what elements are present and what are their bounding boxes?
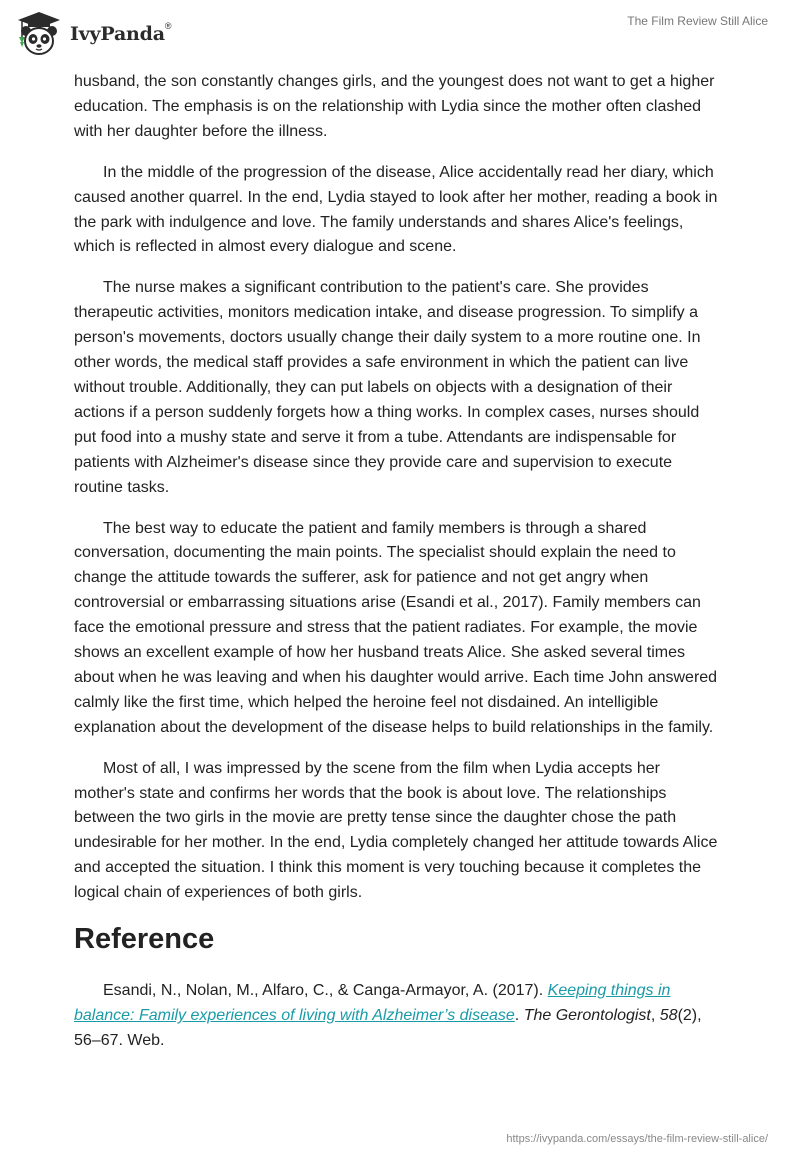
reference-heading: Reference xyxy=(74,923,215,956)
essay-body xyxy=(74,70,724,1053)
paragraph: The nurse makes a significant contribution to the patient's care. She provides therapeutic activities, monitors medication intake, and disease progression. To simplify a person's movements, doctors usually change their daily system to a more routine one. In other words, the medical staff provides a safe environment in which the patient can live without trouble. Additionally, they can put labels on objects with a designation of their actions if a person suddenly forgets how a thing works. In complex cases, nurses should put food into a mushy state and serve it from a tube. Attendants are indispensable for patients with Alzheimer's disease since they provide care and supervision to execute routine tasks. xyxy=(74,279,701,496)
paragraph: Most of all, I was impressed by the scene from the film when Lydia accepts her mother's state and confirms her words that the book is about love. The relationships between the two girls in the movie are pretty tense since the daughter chose the path undesirable for her mother. In the end, Lydia completely changed her attitude towards Alice and accepted the situation. I think this moment is very touching because it completes the logical chain of experiences of both girls. xyxy=(74,759,718,902)
document-title: The Film Review Still Alice xyxy=(627,14,768,28)
ivypanda-logo[interactable] xyxy=(14,8,171,60)
reference-link[interactable]: Keeping things in balance: Family experiences of living with Alzheimer’s disease xyxy=(74,982,671,1025)
paragraph: The best way to educate the patient and family members is through a shared conversation, documenting the main points. The specialist should explain the need to change the attitude towards the sufferer, ask for patience and not get angry when controversial or embarrassing situations arise (Esandi et al., 2017). Family members can face the emotional pressure and stress that the patient radiates. For example, the movie shows an excellent example of how her husband treats Alice. She asked several times about when he was leaving and when his daughter would arrive. Each time John answered calmly like the first time, which helped the heroine feel not disdained. An intelligible explanation about the development of the disease helps to build relationships in the family. xyxy=(74,519,718,736)
page-header xyxy=(0,0,800,70)
panda-graduate-icon xyxy=(14,9,64,59)
reference-journal: The Gerontologist xyxy=(523,1007,651,1025)
reference-comma: , xyxy=(650,1007,660,1025)
footer-url[interactable]: https://ivypanda.com/essays/the-film-review-still-alice/ xyxy=(506,1133,768,1145)
reference-volume: 58 xyxy=(659,1007,678,1025)
brand-name: IvyPanda® xyxy=(70,21,172,45)
reference-entry xyxy=(74,978,724,1053)
paragraph: In the middle of the progression of the disease, Alice accidentally read her diary, which caused another quarrel. In the end, Lydia stayed to look after her mother, reading a book in the park with indulgence and love. The family understands and shares Alice's feelings, which is reflected in almost every dialogue and scene. xyxy=(74,163,718,256)
reference-after-link: . xyxy=(514,1007,524,1025)
reference-authors: Esandi, N., Nolan, M., Alfaro, C., & Canga-Armayor, A. (2017). xyxy=(103,982,548,1000)
reference-pages: (2), 56–67. Web. xyxy=(74,1007,702,1050)
paragraph: husband, the son constantly changes girls, and the youngest does not want to get a higher education. The emphasis is on the relationship with Lydia since the mother often clashed with her daughter before the illness. xyxy=(74,73,715,140)
